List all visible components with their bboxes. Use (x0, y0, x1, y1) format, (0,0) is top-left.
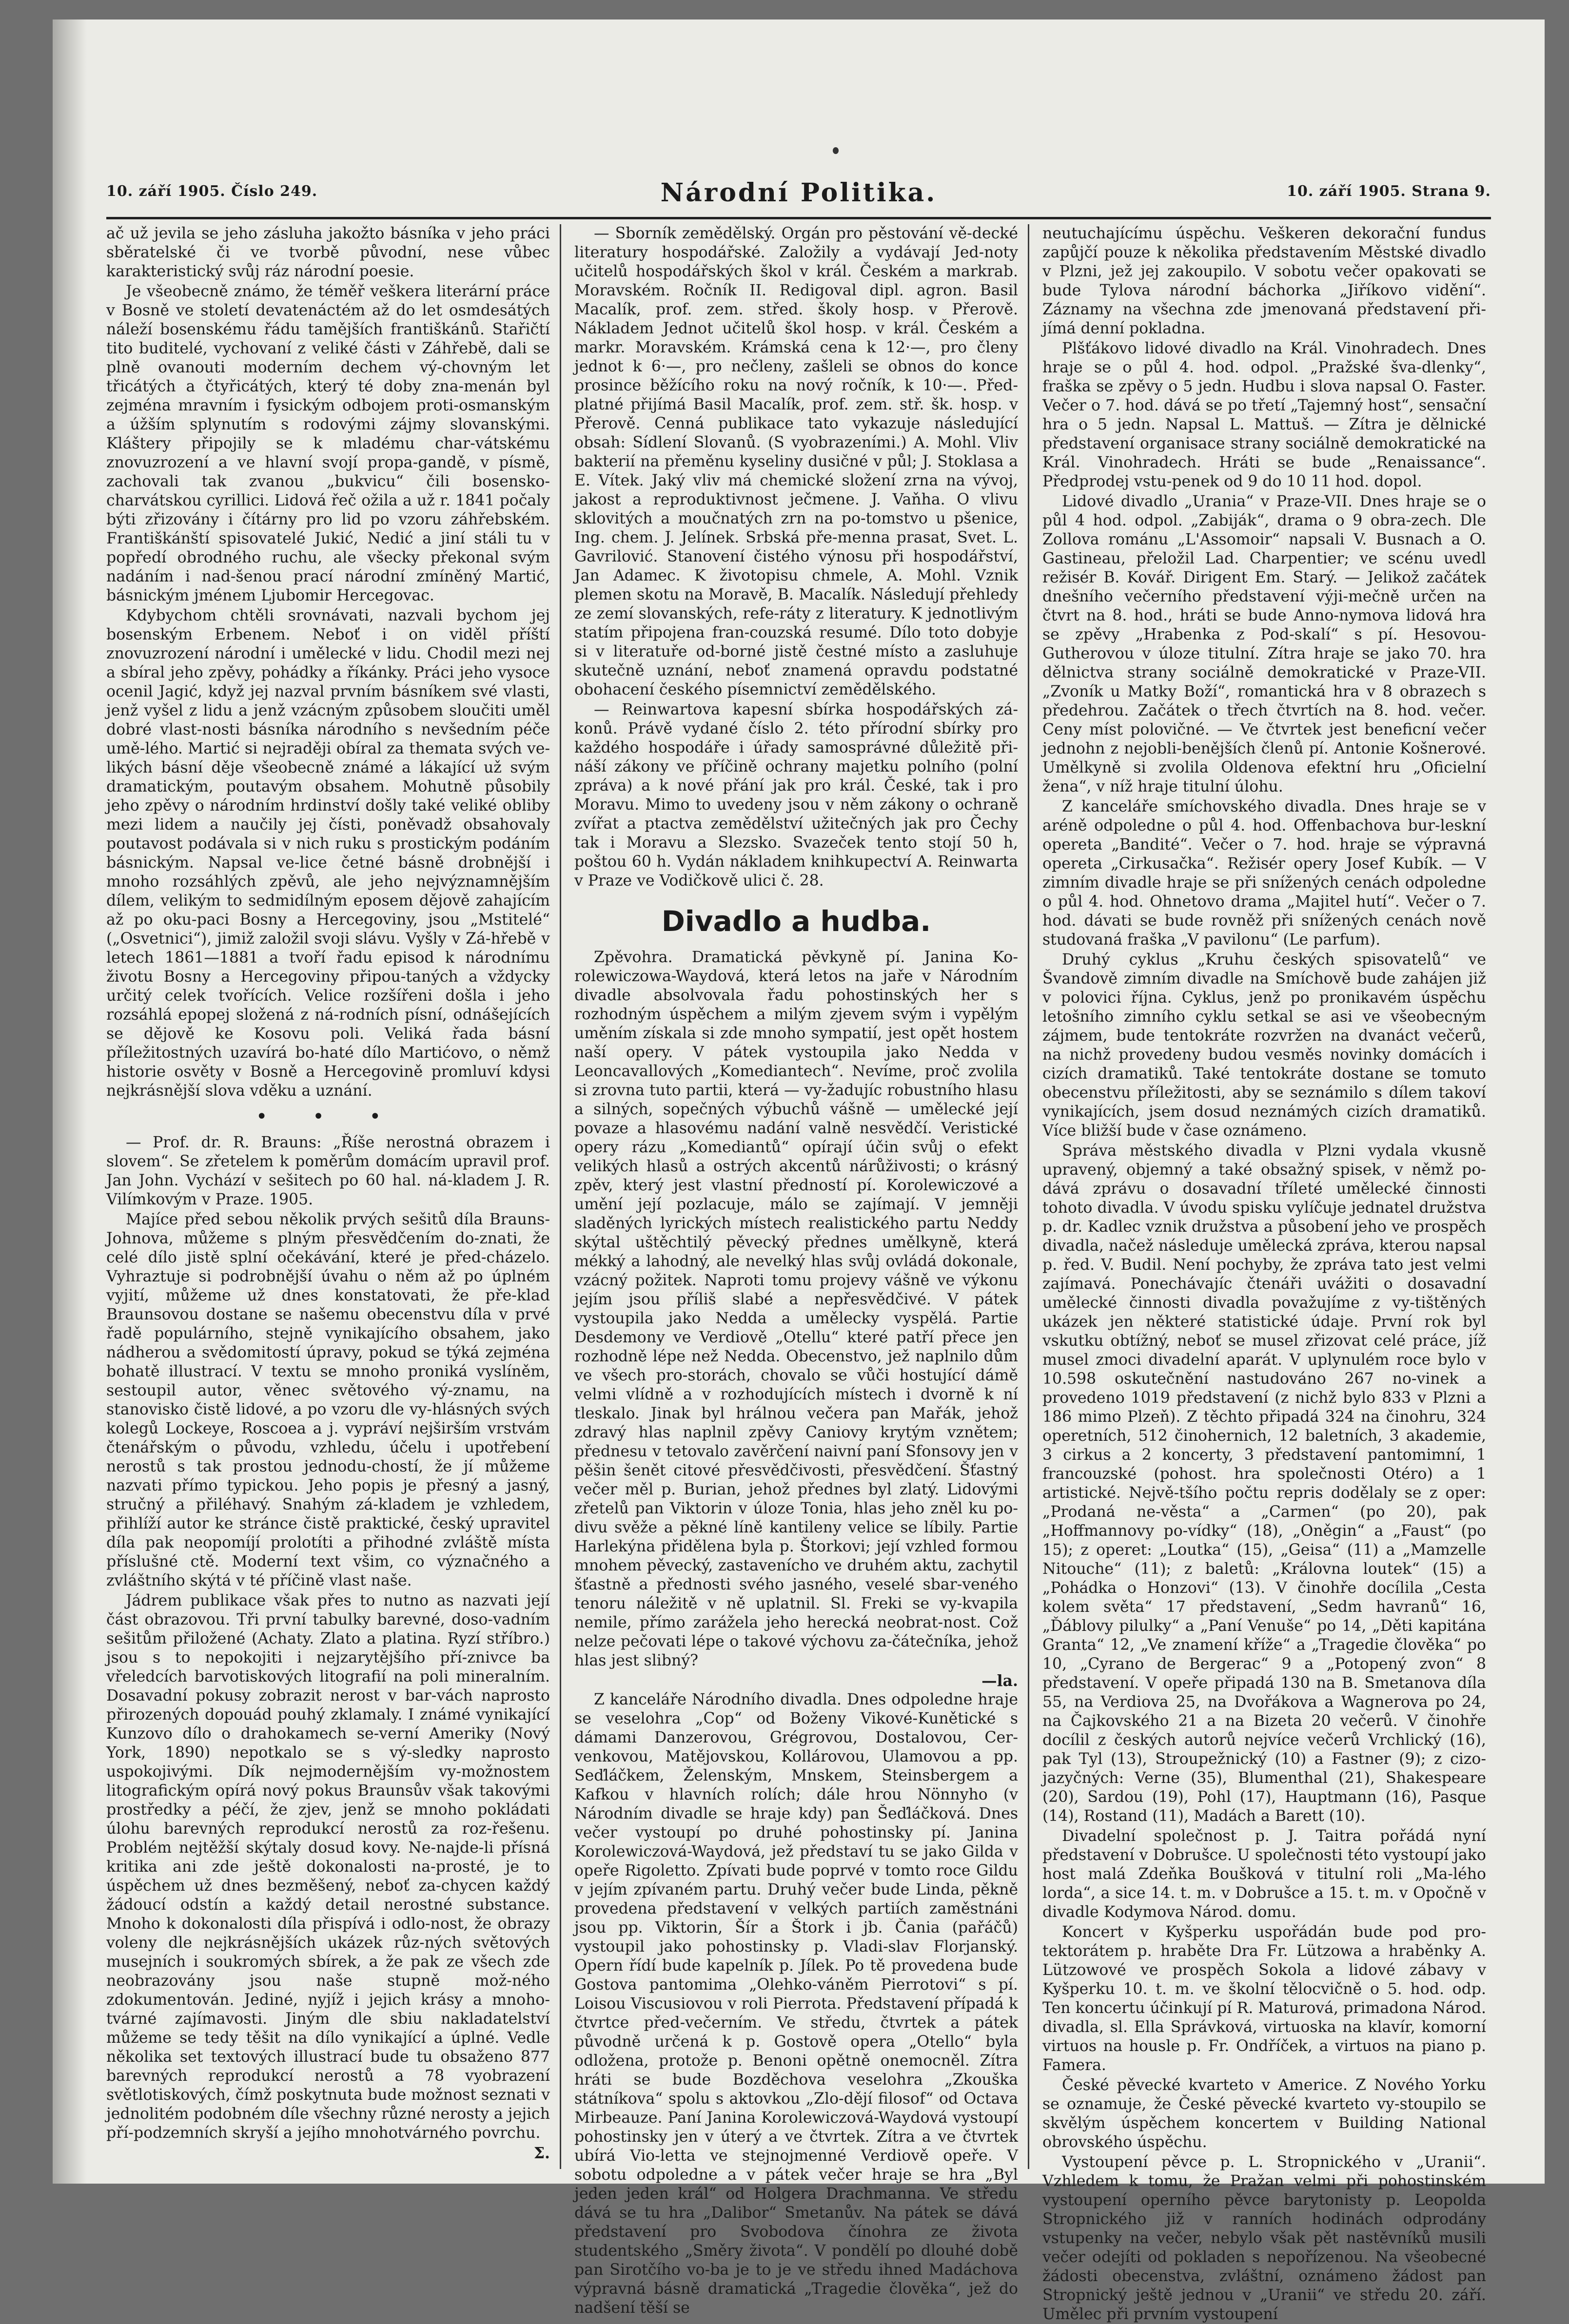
column-rule-2 (1028, 224, 1029, 2169)
section-divider-stars: • • • (255, 1105, 401, 1128)
theatre-paragraph: Koncert v Kyšperku uspořádán bude pod pro-tektorátem p. hraběte Dra Fr. Lützowa a hraběnky A. Lützowové ve prospěch Sokola a lidové zábavy v Kyšperku 10. t. m. ve školní tělocvičně o 5. hod. odp. Ten koncertu účinkují pí R. Maturová, primadona Národ. divadla, sl. Ella Správková, virtuoska na klavír, komorní virtuos na housle p. Fr. Ondříček, a virtuos na piano p. Famera. (1042, 1923, 1486, 2074)
article-paragraph: Je všeobecně známo, že téměř veškera literární práce v Bosně ve století devatenáctém až do let osmdesátých náleží bosenskému řádu tamějších františkánů. Stařičtí tito buditelé, vychovaní z veliké části v Záhřebě, dali se plně ovanouti moderním dechem vý-chovným let třicátých a čtyřicátých, který té doby zna-menán byl zejména mravním i fysickým odbojem proti-osmanským a úžším splynutím s rodovými zájmy slovanskými. Kláštery připojily se k mladému char-vátskému znovuzrození a ve hlavní svojí propa-gandě, v písmě, zachovali tak zvanou „bukvicu“ čili bosensko-charvátskou cyrillici. Lidová řeč ožila a už r. 1841 počaly býti zřizovány i čítárny pro lid po vzoru záhřebském. Františkánští spisovatelé Jukić, Nedić a jiní stáli tu v popředí obrodného ruchu, ale všecky překonal svým nadáním i nad-šenou prací národní zmíněný Martić, básnickým jménem Ljubomir Hercegovac. (106, 283, 550, 604)
column-1 (106, 224, 550, 2169)
theatre-paragraph: Druhý cyklus „Kruhu českých spisovatelů“ ve Švandově zimním divadle na Smíchově bude zahájen již v polovici října. Cyklus, jenž po pronikavém úspěchu letošního zimního cyklu setkal se asi ve všeobecným zájmem, bude tentokráte rozvržen na dvanáct večerů, na nichž provedeny budou vesměs novinky domácích i cizích dramatiků. Také tentokráte dostane se tomuto obecenstvu příležitosti, aby se seznámilo s dílem takoví vynikajících, jsem dosud neznámých cizích dramatiků. Více bližší bude v čase oznámeno. (1042, 951, 1486, 1140)
theatre-paragraph: České pěvecké kvarteto v Americe. Z Nového Yorku se oznamuje, že České pěvecké kvarteto vy-stoupilo se skvělým úspěchem koncertem v Building National obrovského úspěchu. (1042, 2076, 1486, 2151)
theatre-paragraph: Správa městského divadla v Plzni vydala vkusně upravený, objemný a také obsažný spisek, v němž po-dává zprávu o dosavadní tříleté umělecké činnosti tohoto divadla. V úvodu spisku vylíčuje jednatel družstva p. dr. Kadlec vznik družstva a působení jeho ve prospěch divadla, načež následuje umělecká zpráva, kterou napsal p. řed. V. Budil. Není pochyby, že zpráva tato jest velmi zajímavá. Ponechávajíc čtenáři uvážiti o dosavadní umělecké činnosti divadla považujíme z vy-tištěných ukázek jen některé statistické údaje. První rok byl vskutku obtížný, neboť se musel zřizovat celé práce, jíž musel zmoci divadelní aparát. V uplynulém roce bylo v 10.598 oskutečnění nastudováno 267 no-vinek a provedeno 1019 představení (z nichž bylo 833 v Plzni a 186 mimo Plzeň). Z těchto připadá 324 na činohru, 324 operetních, 512 činohernich, 12 baletních, 3 akademie, 3 cirkus a 2 koncerty, 3 představení pantomimní, 1 francouzské (pohost. hra společnosti Otéro) a 1 artistické. Nejvě-tšího počtu repris dodělaly se z oper: „Prodaná ne-věsta“ a „Carmen“ (po 20), pak „Hoffmannovy po-vídky“ (18), „Oněgin“ a „Faust“ (po 15); z operet: „Loutka“ (15), „Geisa“ (11) a „Mamzelle Nitouche“ (11); z baletů: „Královna loutek“ (15) a „Pohádka o Honzovi“ (13). V činohře docílila „Cesta kolem světa“ 17 představení, „Sedm havranů“ 16, „Ďáblovy pilulky“ a „Paní Venuše“ po 14, „Děti kapitána Granta“ 12, „Ve znamení kříže“ a „Tragedie člověka“ po 10, „Cyrano de Bergerac“ 9 a „Potopený zvon“ 8 představení. V opeře připadá 130 na B. Smetanova díla 55, na Verdiova 25, na Dvořákova a Wagnerova po 24, na Čajkovského 21 a na Bizeta 20 večerů. V činohře docílil z českých autorů nejvíce večerů Vrchlický (16), pak Tyl (13), Stroupežnický (10) a Fastner (9); z cizo-jazyčných: Verne (35), Blumenthal (21), Shakespeare (20), Sardou (19), Pohl (17), Hauptmann (16), Pasque (14), Rostand (11), Madách a Barett (10). (1042, 1142, 1486, 1825)
article-paragraph: Kdybychom chtěli srovnávati, nazvali bychom jej bosenským Erbenem. Neboť i on viděl příští znovuzrození národní i umělecké v lidu. Chodil mezi nej a sbíral jeho zpěvy, pohádky a říkánky. Práci jeho vysoce ocenil Jagić, když jej nazval prvním básníkem své vlasti, jenž vyšel z lidu a jenž vzácným způsobem sloučiti uměl dobré vlast-nosti básníka národního s nevšedním péče umě-lého. Martić si nejraději obíral za themata svých ve-likých básní děje všeobecně známé a lákající už svým dramatickým, poutavým obsahem. Mohutně působily jeho zpěvy o národním hrdinství došly také veliké obliby mezi lidem a naučily jej čísti, poněvadž obsahovaly poutavost podávala si v nich ruku s prostickým podáním básnickým. Napsal ve-lice četné básně drobnější i mnoho rozsáhlých zpěvů, ale jeho nejvýznamnějším dílem, velikým to sedmidílným eposem dějově zahajícím až po oku-paci Bosny a Hercegoviny, jsou „Mstitelé“ („Osvetnici“), jimiž založil svoji slávu. Vyšly v Zá-hřebě v letech 1861—1881 a tvoří řadu episod k národnímu životu Bosny a Hercegoviny připou-taných a vždycky určitý celek tvořících. Velice rozšířeni došla i jeho rozsáhlá epopej složená z ná-rodních písní, odnášejících se dějově ke Kosovu poli. Veliká řada básní příležitostných uzavírá bo-haté dílo Martićovo, o němž historie osvěty v Bosně a Hercegovině promluví kdysi nejkrásnější slova vděku a uznání. (106, 607, 550, 1100)
notice-paragraph: — Sborník zemědělský. Orgán pro pěstování vě-decké literatury hospodářské. Založily a vydávají Jed-noty učitelů hospodářských škol v král. Českém a markrab. Moravském. Ročník II. Redigoval dipl. agron. Basil Macalík, prof. zem. střed. školy hosp. v Přerově. Nákladem Jednot učitelů škol hosp. v král. Českém a markr. Moravském. Krámská cena k 12·—, pro členy jednot k 6·—, pro nečleny, zašleli se obnos do konce prosince běžícího roku na nový ročník, k 10·—. Před-platné přijímá Basil Macalík, prof. zem. stř. šk. hosp. v Přerově. Cenná publikace tato vykazuje následující obsah: Sídlení Slovanů. (S vyobrazeními.) A. Mohl. Vliv bakterií na přeměnu kyseliny dusičné v půl; J. Stoklasa a E. Vítek. Jaký vliv má chemické složení zrna na vývoj, jakost a reproduktivnost ječmene. J. Vaňha. O vlivu sklovitých a moučnatých zrn na po-tomstvo u pšenice, Ing. chem. J. Jelínek. Srbská pře-menna prasat, Svet. L. Gavrilović. Stanovení čistého výnosu při hospodářství, Jan Adamec. K životopisu chmele, A. Mohl. Vznik plemen skotu na Moravě, B. Macalík. Následují přehledy ze zemí slovanských, refe-ráty z literatury. K jednotlivým statím připojena fran-couzská resumé. Dílo toto dobyje si v literatuře od-borné jistě čestné místo a zasluhuje skutečně uznání, neboť znamená opravdu podstatné obohacení českého písemnictví zemědělského. (574, 225, 1018, 698)
column-2 (574, 224, 1018, 2317)
page-header (106, 178, 1491, 219)
column-3 (1042, 224, 1486, 2323)
theatre-paragraph: Z kanceláře Národního divadla. Dnes odpoledne hraje se veselohra „Cop“ od Boženy Vikové-Kunětické s dámami Danzerovou, Grégrovou, Dostalovou, Cer-venkovou, Matějovskou, Kollárovou, Ulamovou a pp. Seďláčkem, Želenským, Mnskem, Steinsbergem a Kafkou v hlavních rolích; dále hrou Nönnyho (v Národním divadle se hraje kdy) pan Šeďláčková. Dnes večer vystoupí po druhé pohostinsky pí. Janina Korolewiczová-Waydová, jež představí tu se jako Gilda v opeře Rigoletto. Zpívati bude poprvé v tomto roce Gildu v jejím zpívaném partu. Druhý večer bude Linda, pěkně provedena představení v velkých partiích zaměstnáni jsou pp. Viktorin, Šír a Štork i jb. Čania (pařáčů) vystoupil jako pohostinsky p. Vladi-slav Florjanský. Opern řídí bude kapelník p. Jílek. Po tě provedena bude Gostova pantomima „Olehko-váněm Pierrotovi“ s pí. Loisou Viscusiovou v roli Pierrota. Představení případá k čtvrtce před-večerním. Ve středu, čtvrtek a pátek původně určená k p. Gostově opera „Otello“ byla odložena, protože p. Benoni opětně onemocněl. Zítra hráti se bude Bozděchova veselohra „Zkouška státníkova“ spolu s aktovkou „Zlo-dějí filosof“ od Octava Mirbeauze. Paní Janina Korolewiczová-Waydová vystoupí pohostinsky jen v úterý a ve čtvrtek. Zítra a ve čtvrtek ubírá Vio-letta ve stejnojmenné Verdiově opeře. V sobotu odpoledne a v pátek večer hraje se hra „Byl jeden jeden král“ od Holgera Drachmanna. Ve středu dává se tu hra „Dalibor“ Smetanův. Na pátek se dává představení pro Svobodova čínohra ze života studentského „Směry života“. V pondělí po dlouhé době pan Sirotčího vo-ba je to je ve středu ihned Madáchova výpravná básně dramatická „Tragedie člověka“, jež do nadšení těší se (574, 1691, 1018, 2317)
masthead-title: Národní Politika. (660, 178, 937, 208)
book-review-paragraph: Jádrem publikace však přes to nutno as nazvati její část obrazovou. Tři první tabulky barevné, doso-vadním sešitům přiložené (Achaty. Zlato a platina. Ryzí stříbro.) jsou s to nepokojiti i nejzarytějšího pří-znivce ba vřeledcích barvotiskových litografií na poli mineralním. Dosavadní pokusy zobrazit nerost v bar-vách naprosto přirozených dopouád pouhý zklamaly. I známé vynikající Kunzovo dílo o drahokamech se-verní Ameriky (Nový York, 1890) nepotkalo se s vý-sledky naprosto uspokojivými. Dík nejmodernějším vy-možnostem litografickým opírá nový pokus Braunsův však takovými prostředky a péčí, že zjev, jenž se mnoho pokládati úlohu barevných reprodukcí nerostů za roz-řešenu. Problém nejtěžší skýtaly dosud kovy. Ne-najde-li přísná kritika ani zde ještě dokonalosti na-prosté, je to úspěchem už dnes bezměšený, neboť za-chycen každý žádoucí odstín a každý detail nerostné substance. Mnoho k dokonalosti díla přispívá i odlo-nost, že obrazy voleny dle nejkrásnějších ukázek růz-ných světových musejních i soukromých sbírek, a že pak ze všech zde neobrazovány jsou naše stupně mož-ného zdokumentován. Jediné, nyjíž i jejich krásy a mnoho-tvárné zajímavosti. Jiným dle sbiu nakladatelství můžeme se tedy těšit na dílo vynikající a úplné. Vedle několika set textových illustrací bude tu obsaženo 877 barevných reprodukcí nerostů a 78 vyobrazení světlotiskových, čímž poskytnuta bude možnost seznati v jednolitém podobném díle všechny různé nerosty a jejich pří-podzemních skryší a jejího mnohotvárného povrchu. (106, 1592, 550, 2142)
theatre-paragraph: Divadelní společnost p. J. Taitra pořádá nyní představení v Dobrušce. U společnosti této vystoupí jako host malá Zdeňka Boušková v titulní roli „Ma-lého lorda“, a sice 14. t. m. v Dobrušce a 15. t. m. v Opočně v divadle Kodymova Národ. domu. (1042, 1827, 1486, 1921)
section-heading: Divadlo a hudba. (661, 905, 931, 938)
page-mark (833, 147, 839, 154)
column-rule-1 (560, 224, 561, 2169)
header-date-issue: 10. září 1905. Číslo 249. (106, 183, 318, 200)
newspaper-page (53, 19, 1545, 2323)
article-paragraph: ač už jevila se jeho zásluha jakožto básníka v jeho práci sběratelské či ve tvorbě původní, nese vůbec karakteristický svůj ráz národní poesie. (106, 225, 550, 280)
header-date-page: 10. září 1905. Strana 9. (1287, 183, 1491, 200)
theatre-paragraph: Z kanceláře smíchovského divadla. Dnes hraje se v aréně odpoledne o půl 4. hod. Offenbachova bur-leskní opereta „Bandité“. Večer o 7. hod. hraje se výpravná opereta „Cirkusačka“. Režisér opery Josef Kubík. — V zimním divadle hraje se při snížených cenách odpoledne o půl 4. hod. Ohnetovo drama „Majitel hutí“. Večer o 7. hod. dávati se bude rovněž při snížených cenách nově studovaná fraška „V pavilonu“ (Le parfum). (1042, 798, 1486, 949)
theatre-paragraph: Zpěvohra. Dramatická pěvkyně pí. Janina Ko-rolewiczowa-Waydová, která letos na jaře v Národním divadle absolvovala řadu pohostinských her s rozhodným úspěchem a milým zjevem svým i vypělým uměním získala si zde mnoho sympatií, jest opět hostem naší opery. V pátek vystoupila jako Nedda v Leoncavallových „Komediantech“. Nevíme, proč zvolila si zrovna tuto partii, která — vy-žadujíc robustního hlasu a silných, sopečných výbuchů vášně — umělecké její povaze a hlasovému nadání valně nesvědčí. Veristické opery rázu „Komediantů“ opírají účin svůj o efekt velikých hlasů a ostrých akcentů nárůživosti; o krásný zpěv, který jest vlastní předností pí. Korolewiczové a umění její pozlacuje, málo se zajímají. V jemněji sladěných lyrických místech realistického partu Neddy skýtal uštěchtilý pěvecký přednes umělkyně, která mékký a lahodný, ale nevelký hlas svůj ovládá dokonale, vzácný požitek. Naproti tomu projevy vášně ve výkonu jejím jsou příliš slabé a nepřesvědčivé. V pátek vystoupila jako Nedda a umělecky vyspělá. Partie Desdemony ve Verdiově „Otellu“ které patří přece jen rozhodně lépe než Nedda. Obecenstvo, jež naplnilo dům ve všech pro-storách, chovalo se vůči hostující dámě velmi vlídně a v rozhodujících místech i dvorně k ní tleskalo. Jinak byl hrálnou večera pan Mařák, jehož zdravý hlas naplnil zpěvy Caniovy krytým vznětem; přednesu v tetovalo zavěrčení naivní paní Sfonsovy jen v pěšin šenět citové přesvědčivosti, přesvědčení. Šťastný večer měl p. Burian, jehož přednes byl zlatý. Lidovými zřetelů pan Viktorin v úloze Tonia, hlas jeho zněl ku po-divu svěže a pěkné líně kantileny velice se líbily. Partie Harlekýna přidělena byla p. Štorkovi; její vzhled formou mnohem pěvecký, zastavenícho ve druhém aktu, zachytil šťastně a přednosti svého jasného, veselé sbar-veného tenoru náležitě v ně uplatnil. Sl. Freki se vy-kvapila nemile, přímo zarážela jeho herecká neobrat-nost. Což nelze pečovati lépe o takové výchovu za-čátečníka, jehož hlas jest slibný? (574, 949, 1018, 1669)
theatre-paragraph: Plšťákovo lidové divadlo na Král. Vinohradech. Dnes hraje se o půl 4. hod. odpol. „Pražské šva-dlenky“, fraška se zpěvy o 5 jedn. Hudbu i slova napsal O. Faster. Večer o 7. hod. dává se po třetí „Tajemný host“, sensační hra o 5 jedn. Napsal L. Mattuš. — Zítra je dělnické představení organisace strany sociálně demokratické na Král. Vinohradech. Hráti se bude „Renaissance“. Předprodej vstu-penek od 9 do 10 11 hod. dopol. (1042, 340, 1486, 490)
theatre-paragraph: neutuchajícímu úspěchu. Veškeren dekorační fundus zapůjčí pouze k několika představením Městské divadlo v Plzni, jež jej zakoupilo. V sobotu večer opakovati se bude Tylova národní báchorka „Jiříkovo vidění“. Záznamy na všechna zde jmenovaná představení při-jímá denní pokladna. (1042, 225, 1486, 337)
author-signature: Σ. (533, 2144, 550, 2162)
author-signature: —la. (981, 1672, 1018, 1690)
book-review-paragraph: — Prof. dr. R. Brauns: „Říše nerostná obrazem i slovem“. Se zřetelem k poměrům domácím upravil prof. Jan John. Vychází v sešitech po 60 hal. ná-kladem J. R. Vilímkovým v Praze. 1905. (106, 1134, 550, 1208)
notice-paragraph: — Reinwartova kapesní sbírka hospodářských zá-konů. Právě vydané číslo 2. této přírodní sbírky pro každého hospodáře i úřady samosprávné důležitě při-náší zákony ve příčině ochrany majetku polního (polní zpráva) a k nové přání jak pro král. České, tak i pro Moravu. Mimo to uvedeny jsou v něm zákony o ochraně zvířat a ptactva zemědělství užitečných jak pro Čechy tak i Moravu a Slezsko. Svazeček tento stojí 50 h, poštou 60 h. Vydán nákladem knihkupectví A. Reinwarta v Praze ve Vodičkově ulici č. 28. (574, 701, 1018, 890)
book-review-paragraph: Majíce před sebou několik prvých sešitů díla Brauns-Johnova, můžeme s plným přesvědčením do-znati, že celé dílo jistě splní očekávání, které je před-cházelo. Vyhraztuje si podrobnější úvahu o něm až po úplném vyjití, můžeme už dnes konstatovati, že pře-klad Braunsovou dostane se našemu obecenstvu díla v prvé řadě populárního, stejně vynikajícího obsahem, jako nádherou a svědomitostí úpravy, pokud se týká zejména bohatě illustrací. V textu se mnoho proniká vyslíněm, sestoupil autor, věnec světového vý-znamu, na stanovisko čistě lidové, a po vzoru dle vy-hlásných svých kolegů Lockeye, Roscoea a j. vypráví nejširším vrstvám čtenářským o původu, vzhledu, účelu i upotřebení nerostů s tak prostou jednodu-chostí, že jí můžeme nazvati přímo typickou. Jeho popis je přesný a jasný, stručný a přiléhavý. Snahým zá-kladem je vzhledem, přihlíží autor ke stránce čistě praktické, český upravitel díla pak neopomíjí prolotíti a přihodné zvláště místa příslušné ctě. Moderní text všim, co význačného a zvláštního skýtá v té příčině vlast naše. (106, 1211, 550, 1589)
binding-shadow (53, 19, 87, 2184)
theatre-paragraph: Lidové divadlo „Urania“ v Praze-VII. Dnes hraje se o půl 4 hod. odpol. „Zabiják“, drama o 9 obra-zech. Dle Zollova románu „L'Assomoir“ napsali V. Busnach a O. Gastineau, přeložil Lad. Charpentier; ve scénu uvedl režisér B. Kovář. Dirigent Em. Starý. — Jelikož začátek dnešního večerního představení výji-mečně určen na čtvrt na 8. hod., hráti se bude Anno-nymova lidová hra se zpěvy „Hrabenka z Pod-skalí“ s pí. Hesovou-Gutherovou v úloze titulní. Zítra hraje se jako 70. hra dělnictva strany sociálně demokratické v Praze-VII. „Zvoník u Matky Boží“, romantická hra v 8 obrazech s předehrou. Začátek o třech čtvrtích na 8. hod. večer. Ceny míst polovičné. — Ve čtvrtek jest beneficní večer jednohn z nejobli-benějších členů pí. Antonie Košnerové. Umělkyně si zvolila Oldenova efektní hru „Oficielní žena“, v níž hraje titulní úlohu. (1042, 493, 1486, 795)
theatre-paragraph: Vystoupení pěvce p. L. Stropnického v „Uranii“. Vzhledem k tomu, že Pražan velmi při pohostinském vystoupení operního pěvce barytonisty p. Leopolda Stropnického již v ranních hodinách odprodány vstupenky na večer, nebylo však pět nastěvníků musili večer odejíti od pokladen s nepořízenou. Na všeobecné žádosti obecenstva, zvláštní, oznámeno žádost pan Stropnický ještě jednou v „Uranii“ ve středu 20. září. Umělec při prvním vystoupení (1042, 2153, 1486, 2323)
